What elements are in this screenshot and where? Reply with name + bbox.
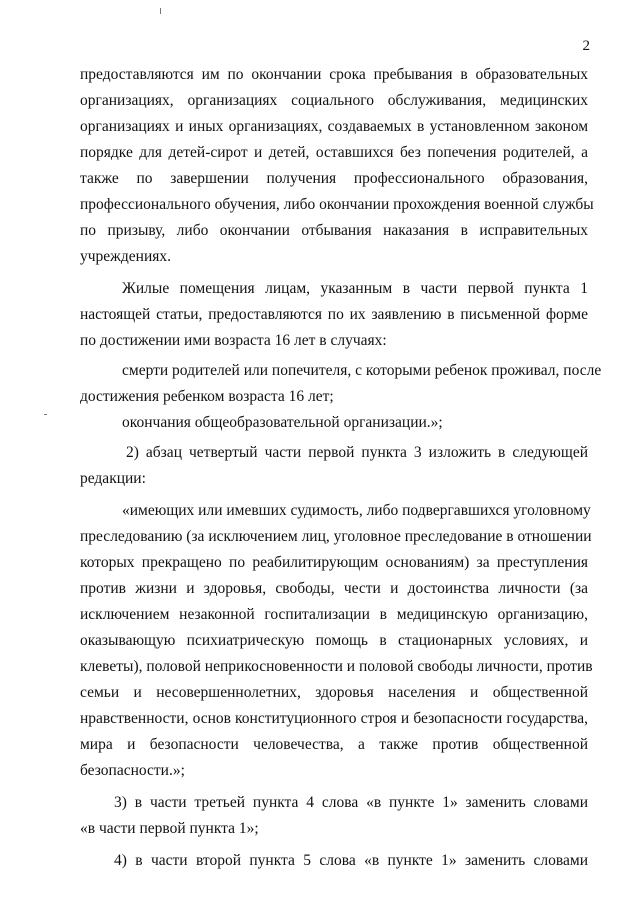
text-line: 2) абзац четвертый части первой пункта 3 изложить в следующей (126, 444, 588, 461)
scan-mark (44, 414, 47, 415)
text-line: «имеющих или имевших судимость, либо подвергавшихся уголовному (122, 502, 591, 519)
text-line: которых прекращено по реабилитирующим основаниям) за преступления (80, 554, 588, 571)
text-line: учреждениях. (80, 248, 171, 265)
text-line: по призыву, либо окончании отбывания наказания в исправительных (80, 222, 588, 239)
paragraph-housing (80, 276, 588, 354)
text-line: клеветы), половой неприкосновенности и половой свободы личности, против (80, 658, 593, 675)
page-number: 2 (582, 38, 590, 54)
paragraph-item-3 (80, 790, 588, 842)
document-body (80, 62, 602, 874)
text-line: профессионального обучения, либо окончании прохождения военной службы (80, 196, 594, 213)
text-line: преследованию (за исключением лиц, уголовное преследование в отношении (80, 528, 592, 545)
paragraph-item-4 (80, 848, 588, 874)
scan-mark (160, 8, 161, 14)
text-line: мира и безопасности человечества, а также против общественной (80, 736, 588, 753)
paragraph-item-2 (80, 440, 588, 492)
text-line: исключением незаконной госпитализации в медицинскую организацию, (80, 606, 588, 623)
text-line: Жилые помещения лицам, указанным в части первой пункта 1 (122, 280, 588, 297)
text-line: 4) в части второй пункта 5 слова «в пункте 1» заменить словами (114, 852, 588, 869)
paragraph-quoted-text (80, 498, 593, 784)
text-line: достижения ребенком возраста 16 лет; (80, 388, 334, 405)
text-line: организациях и иных организациях, создаваемых в установленном законом (80, 118, 588, 135)
text-line: против жизни и здоровья, свободы, чести и достоинства личности (за (80, 580, 588, 597)
text-line: нравственности, основ конституционного строя и безопасности государства, (80, 710, 588, 727)
text-line: оказывающую психиатрическую помощь в стационарных условиях, и (80, 632, 588, 649)
paragraph-continuation (80, 62, 594, 270)
text-line: редакции: (80, 470, 146, 487)
text-line: смерти родителей или попечителя, с которыми ребенок проживал, после (122, 362, 602, 379)
text-line: «в части первой пункта 1»; (80, 820, 259, 837)
text-line: настоящей статьи, предоставляются по их заявлению в письменной форме (80, 306, 588, 323)
text-line: по достижении ими возраста 16 лет в случаях: (80, 332, 387, 349)
paragraph-school-completion (80, 410, 588, 436)
text-line: также по завершении получения профессионального образования, (80, 170, 588, 187)
paragraph-parents-death (80, 358, 602, 410)
text-line: 3) в части третьей пункта 4 слова «в пункте 1» заменить словами (114, 794, 588, 811)
text-line: окончания общеобразовательной организации.»; (122, 414, 443, 431)
text-line: организациях, организациях социального обслуживания, медицинских (80, 92, 588, 109)
text-line: порядке для детей-сирот и детей, оставшихся без попечения родителей, а (80, 144, 588, 161)
text-line: семьи и несовершеннолетних, здоровья населения и общественной (80, 684, 588, 701)
text-line: безопасности.»; (80, 762, 185, 779)
text-line: предоставляются им по окончании срока пребывания в образовательных (80, 66, 588, 83)
